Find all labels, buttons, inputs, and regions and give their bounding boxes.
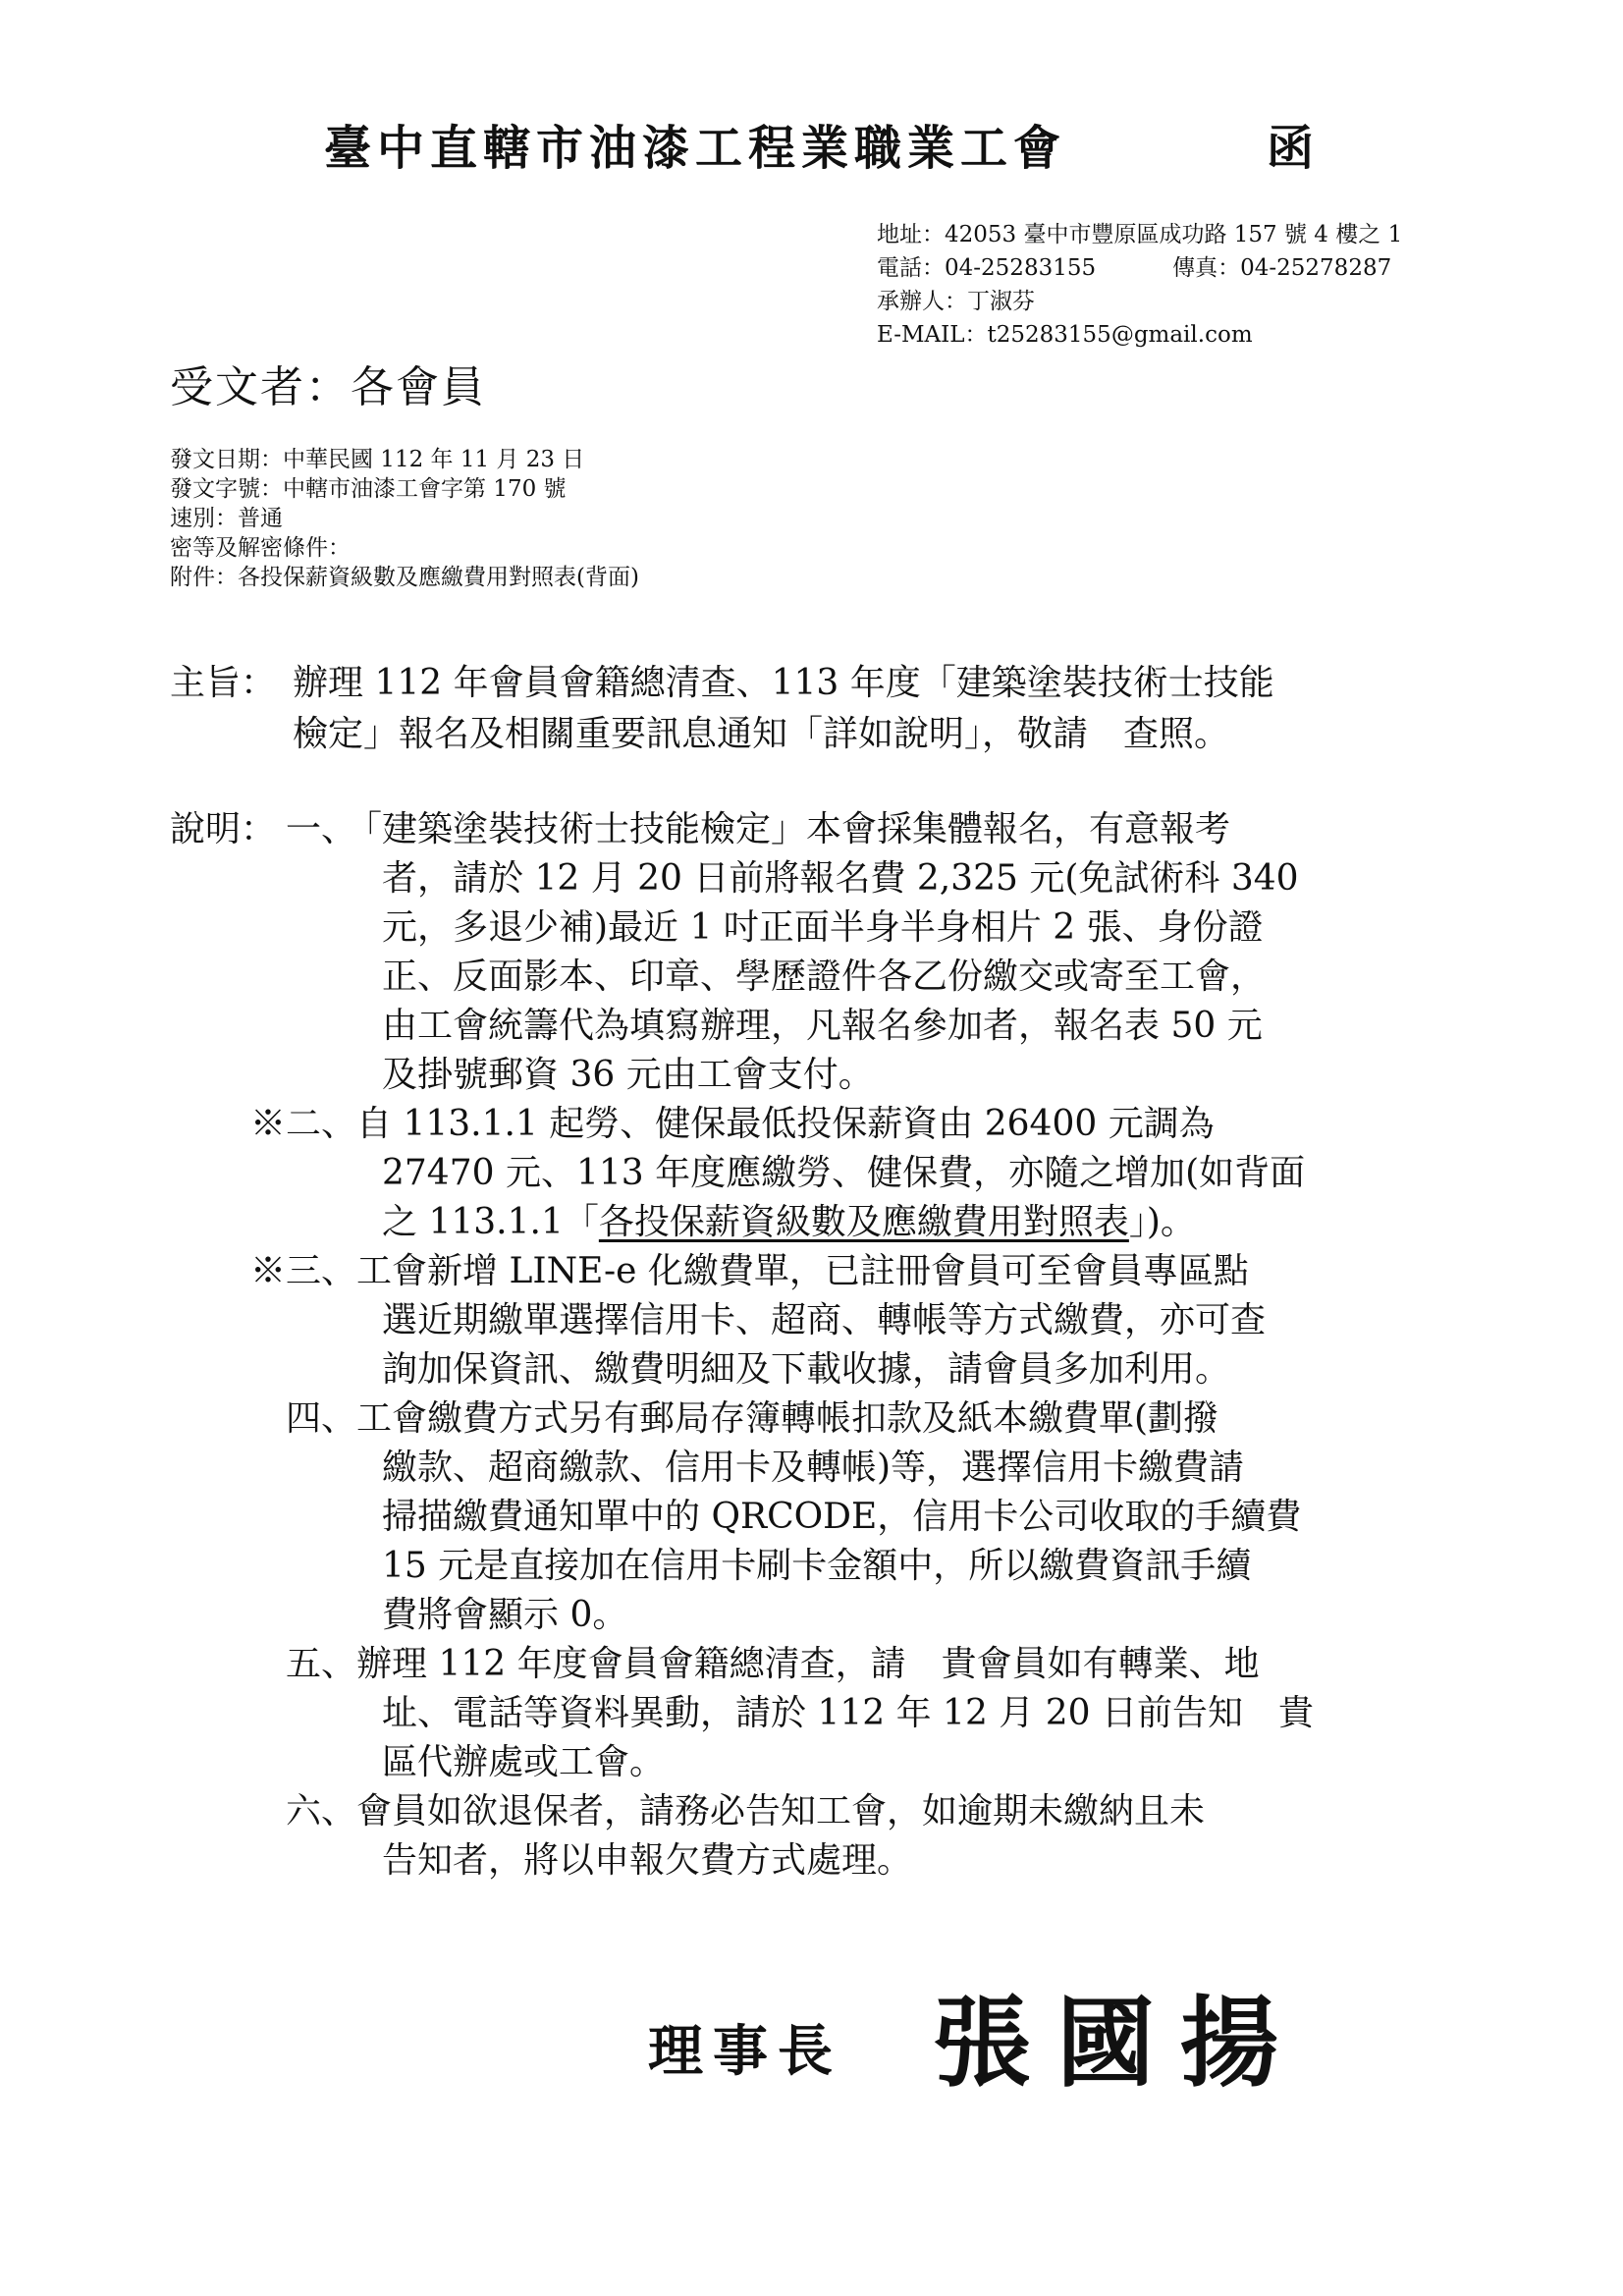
item-line: 「建築塗裝技術士技能檢定」本會採集體報名，有意報考 <box>347 809 1231 849</box>
item-line: 由工會統籌代為填寫辦理，凡報名參加者，報名表 50 元 <box>382 1006 1263 1046</box>
item-line: 掃描繳費通知單中的 QRCODE，信用卡公司收取的手續費 <box>382 1497 1302 1537</box>
subject-label: 主旨： <box>170 663 277 703</box>
item-line: 15 元是直接加在信用卡刷卡金額中，所以繳費資訊手續 <box>382 1546 1252 1586</box>
secrecy-level: 密等及解密條件： <box>170 535 351 561</box>
item-line: 者，請於 12 月 20 日前將報名費 2,325 元(免試術科 340 <box>382 858 1299 899</box>
item-line: 選近期繳單選擇信用卡、超商、轉帳等方式繳費，亦可查 <box>382 1300 1267 1340</box>
item-line-tail: 」)。 <box>1128 1202 1196 1242</box>
chairman-signature: 張國揚 <box>933 1985 1304 2101</box>
item-line: 會員如欲退保者，請務必告知工會，如逾期未繳納且未 <box>356 1791 1206 1831</box>
issue-date: 發文日期：中華民國 112 年 11 月 23 日 <box>170 447 585 472</box>
contact-handler: 承辦人：丁淑芬 <box>877 289 1035 314</box>
item-line-head: 之 113.1.1「 <box>382 1202 599 1242</box>
item-line: 告知者，將以申報欠費方式處理。 <box>382 1840 913 1881</box>
organization-title: 臺中直轄市油漆工程業職業工會 <box>324 121 1067 176</box>
recipient: 受文者：各會員 <box>170 362 486 412</box>
item-line: 繳款、超商繳款、信用卡及轉帳)等，選擇信用卡繳費請 <box>382 1448 1245 1488</box>
attachment: 附件：各投保薪資級數及應繳費用對照表(背面) <box>170 565 639 590</box>
contact-email: E-MAIL：t25283155@gmail.com <box>877 322 1253 348</box>
subject-line: 檢定」報名及相關重要訊息通知「詳如說明」，敬請 查照。 <box>293 714 1230 754</box>
subject-body <box>293 658 1623 760</box>
item-marker: 五、 <box>285 1644 356 1684</box>
explanation-label: 說明： <box>170 809 277 849</box>
attachment-table-reference: 各投保薪資級數及應繳費用對照表 <box>598 1202 1129 1242</box>
item-marker: ※二、 <box>249 1104 356 1144</box>
contact-phone: 電話：04-25283155 <box>877 255 1097 281</box>
item-line: 工會新增 LINE-e 化繳費單，已註冊會員可至會員專區點 <box>356 1251 1249 1291</box>
document-meta <box>170 445 639 592</box>
item-line: 工會繳費方式另有郵局存簿轉帳扣款及紙本繳費單(劃撥 <box>356 1398 1219 1439</box>
item-marker: 一、 <box>285 809 356 849</box>
item-line: 自 113.1.1 起勞、健保最低投保薪資由 26400 元調為 <box>356 1104 1215 1144</box>
item-marker: ※三、 <box>249 1251 356 1291</box>
item-marker: 六、 <box>285 1791 356 1831</box>
item-line: 及掛號郵資 36 元由工會支付。 <box>382 1055 874 1095</box>
contact-fax: 傳真：04-25278287 <box>1172 255 1392 281</box>
chairman-title: 理事長 <box>648 2019 842 2084</box>
item-line: 27470 元、113 年度應繳勞、健保費，亦隨之增加(如背面 <box>382 1153 1306 1193</box>
item-line: 址、電話等資料異動，請於 112 年 12 月 20 日前告知 貴 <box>382 1693 1314 1733</box>
document-number: 發文字號：中轄市油漆工會字第 170 號 <box>170 476 567 502</box>
item-line: 詢加保資訊、繳費明細及下載收據，請會員多加利用。 <box>382 1349 1231 1390</box>
contact-block <box>877 218 1402 352</box>
item-line <box>382 1198 1196 1247</box>
document-type: 函 <box>1267 121 1315 176</box>
item-line: 辦理 112 年度會員會籍總清查，請 貴會員如有轉業、地 <box>356 1644 1260 1684</box>
item-marker: 四、 <box>285 1398 356 1439</box>
item-line: 正、反面影本、印章、學歷證件各乙份繳交或寄至工會， <box>382 957 1267 997</box>
delivery-speed: 速別：普通 <box>170 506 283 531</box>
contact-address: 地址：42053 臺中市豐原區成功路 157 號 4 樓之 1 <box>877 222 1403 247</box>
item-line: 區代辦處或工會。 <box>382 1742 666 1782</box>
item-line: 元，多退少補)最近 1 吋正面半身半身相片 2 張、身份證 <box>382 907 1264 948</box>
item-line: 費將會顯示 0。 <box>382 1595 628 1635</box>
subject-line: 辦理 112 年會員會籍總清查、113 年度「建築塗裝技術士技能 <box>293 663 1274 703</box>
